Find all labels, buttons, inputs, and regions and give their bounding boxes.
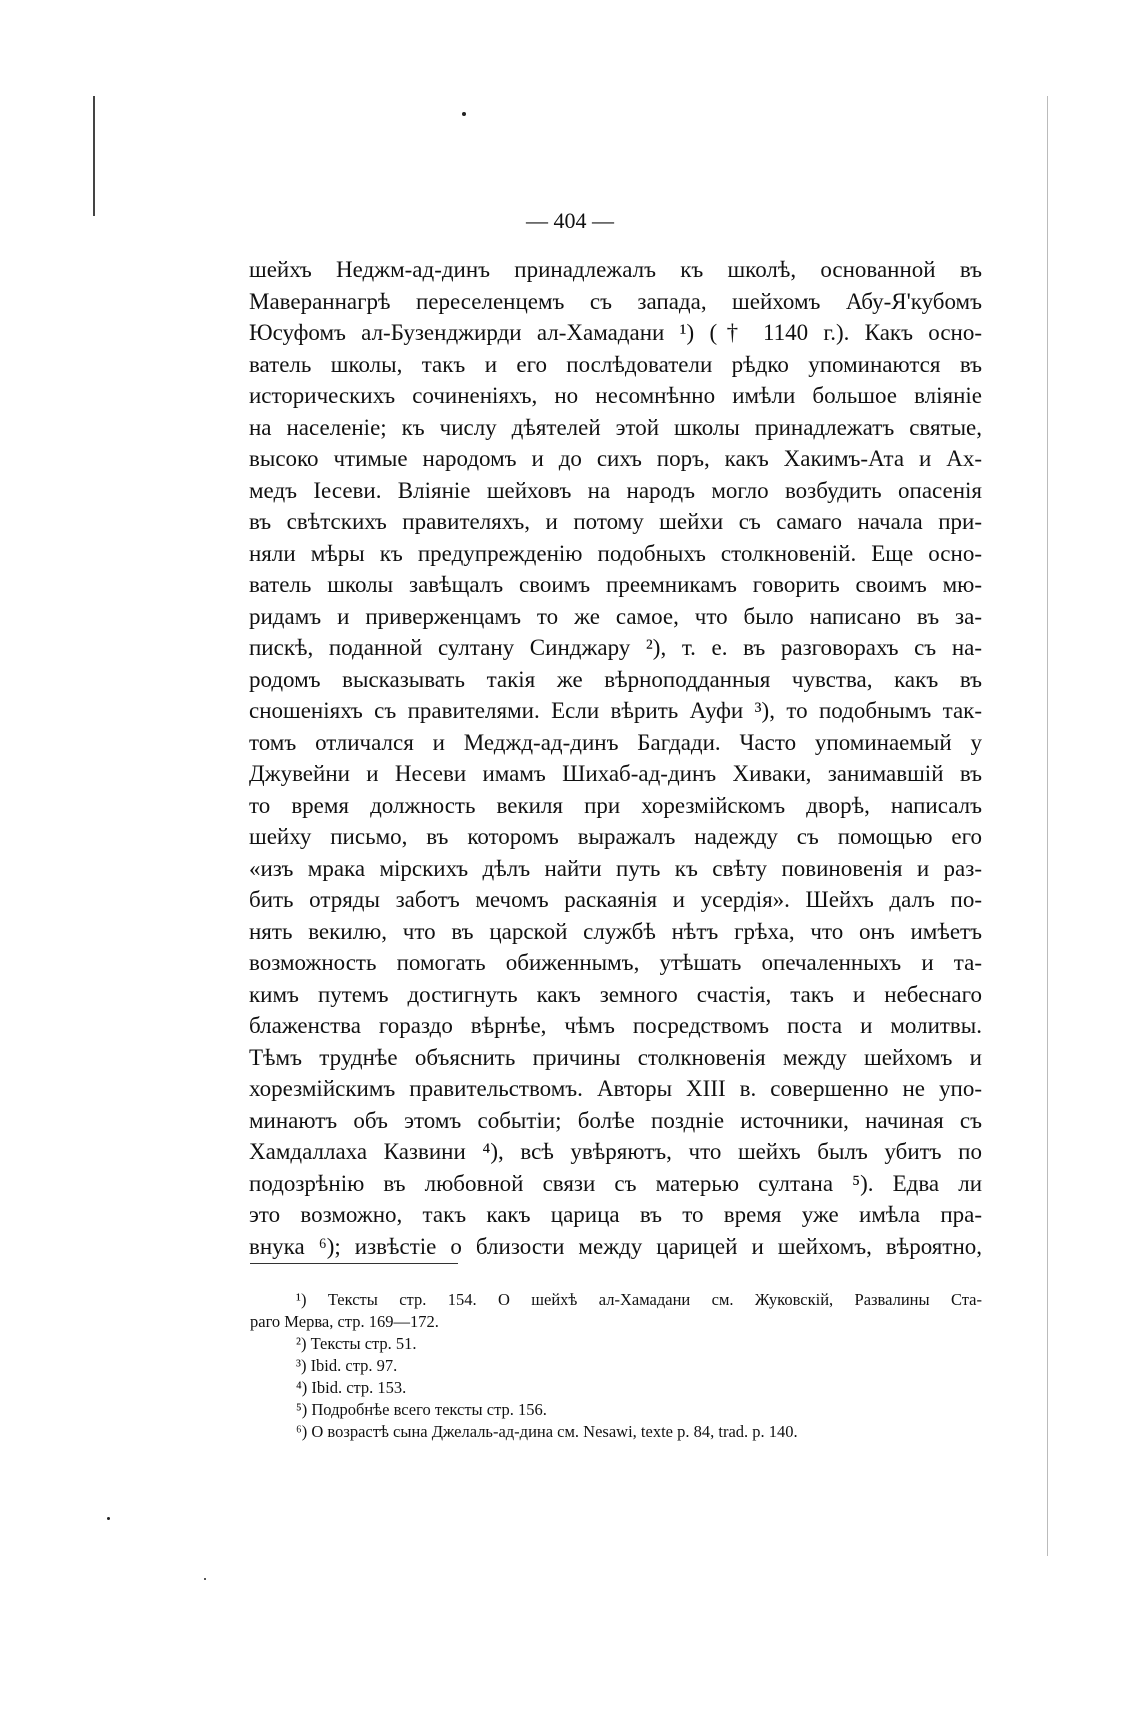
text-line: ридамъ и приверженцамъ то же самое, что было написано въ за- (249, 603, 982, 629)
text-line: Юсуфомъ ал-Бузенджирди ал-Хамадани ¹) († 1140 г.). Какъ осно- (249, 320, 982, 345)
text-line: на населеніе; къ числу дѣятелей этой школы принадлежатъ святые, (249, 414, 982, 440)
scan-speck (204, 1578, 206, 1580)
text-line: сношеніяхъ съ правителями. Если вѣрить Ауфи ³), то подобнымъ так- (249, 698, 982, 723)
footnote-1-continuation: раго Мерва, стр. 169—172. (250, 1312, 439, 1331)
footnote-separator (250, 1263, 458, 1264)
body-text (249, 254, 982, 1262)
text-line: томъ отличался и Меджд-ад-динъ Багдади. Часто упоминаемый у (249, 729, 982, 755)
text-line: шейхъ Неджм-ад-динъ принадлежалъ къ школѣ, основанной въ (249, 257, 982, 282)
page-number: — 404 — (526, 208, 614, 233)
text-line: хорезмійскимъ правительствомъ. Авторы XIII в. совершенно не упо- (249, 1076, 982, 1101)
footnote-4: ⁴) Ibid. стр. 153. (296, 1378, 407, 1397)
footnote-6: ⁶) О возрастѣ сына Джелаль-ад-дина см. Nesawi, texte p. 84, trad. p. 140. (296, 1422, 798, 1441)
scan-margin-line (93, 96, 95, 216)
footnote-1: ¹) Тексты стр. 154. О шейхѣ ал-Хамадани см. Жуковскій, Развалины Ста- (296, 1290, 982, 1309)
text-line: Джувейни и Несеви имамъ Шихаб-ад-динъ Хиваки, занимавшій въ (249, 761, 982, 786)
text-line: медъ Іесеви. Вліяніе шейховъ на народъ могло возбудить опасенія (249, 477, 982, 503)
text-line: то время должность векиля при хорезмійскомъ дворѣ, написалъ (249, 792, 982, 818)
text-line: историческихъ сочиненіяхъ, но несомнѣнно имѣли большое вліяніе (249, 383, 982, 408)
text-line: ватель школы завѣщалъ своимъ преемникамъ говорить своимъ мю- (249, 572, 982, 597)
text-line: возможность помогать обиженнымъ, утѣшать опечаленныхъ и та- (249, 950, 982, 975)
text-line: Тѣмъ труднѣе объяснить причины столкновенія между шейхомъ и (249, 1044, 982, 1070)
text-line: родомъ высказывать такія же вѣрноподданныя чувства, какъ въ (249, 666, 982, 692)
footnote-2: ²) Тексты стр. 51. (296, 1334, 417, 1353)
text-line: няли мѣры къ предупрежденію подобныхъ столкновеній. Еще осно- (249, 540, 982, 566)
footnote-3: ³) Ibid. стр. 97. (296, 1356, 398, 1375)
text-line: шейху письмо, въ которомъ выражалъ надежду съ помощью его (249, 824, 982, 849)
footnotes (250, 1289, 982, 1443)
text-line: въ свѣтскихъ правителяхъ, и потому шейхи съ самаго начала при- (249, 509, 982, 534)
text-line: блаженства гораздо вѣрнѣе, чѣмъ посредствомъ поста и молитвы. (249, 1013, 982, 1038)
text-line: Мавераннагрѣ переселенцемъ съ запада, шейхомъ Абу-Я'кубомъ (249, 288, 982, 314)
text-line: подозрѣнію въ любовной связи съ матерью султана ⁵). Едва ли (249, 1170, 982, 1196)
text-line: Хамдаллаха Казвини ⁴), всѣ увѣряютъ, что шейхъ былъ убитъ по (249, 1139, 982, 1164)
footnote-5: ⁵) Подробнѣе всего тексты стр. 156. (296, 1400, 547, 1419)
text-line: внука ⁶); извѣстіе о близости между царицей и шейхомъ, вѣроятно, (249, 1233, 982, 1259)
scan-margin-line (1047, 96, 1048, 1556)
text-line: ватель школы, такъ и его послѣдователи рѣдко упоминаются въ (249, 351, 982, 377)
text-line: пискѣ, поданной султану Синджару ²), т. е. въ разговорахъ съ на- (249, 635, 982, 660)
text-line: высоко чтимые народомъ и до сихъ поръ, какъ Хакимъ-Ата и Ах- (249, 446, 982, 471)
text-line: это возможно, такъ какъ царица въ то время уже имѣла пра- (249, 1202, 982, 1227)
text-line: бить отряды заботъ мечомъ раскаянія и усердія». Шейхъ далъ по- (249, 887, 982, 912)
text-line: кимъ путемъ достигнуть какъ земного счастія, такъ и небеснаго (249, 981, 982, 1007)
scan-speck (462, 112, 466, 116)
text-line: «изъ мрака мірскихъ дѣлъ найти путь къ свѣту повиновенія и раз- (249, 855, 982, 881)
text-line: минаютъ объ этомъ событіи; болѣе поздніе источники, начиная съ (249, 1107, 982, 1133)
scan-speck (107, 1517, 110, 1520)
text-line: нять векилю, что въ царской службѣ нѣтъ грѣха, что онъ имѣетъ (249, 918, 982, 944)
